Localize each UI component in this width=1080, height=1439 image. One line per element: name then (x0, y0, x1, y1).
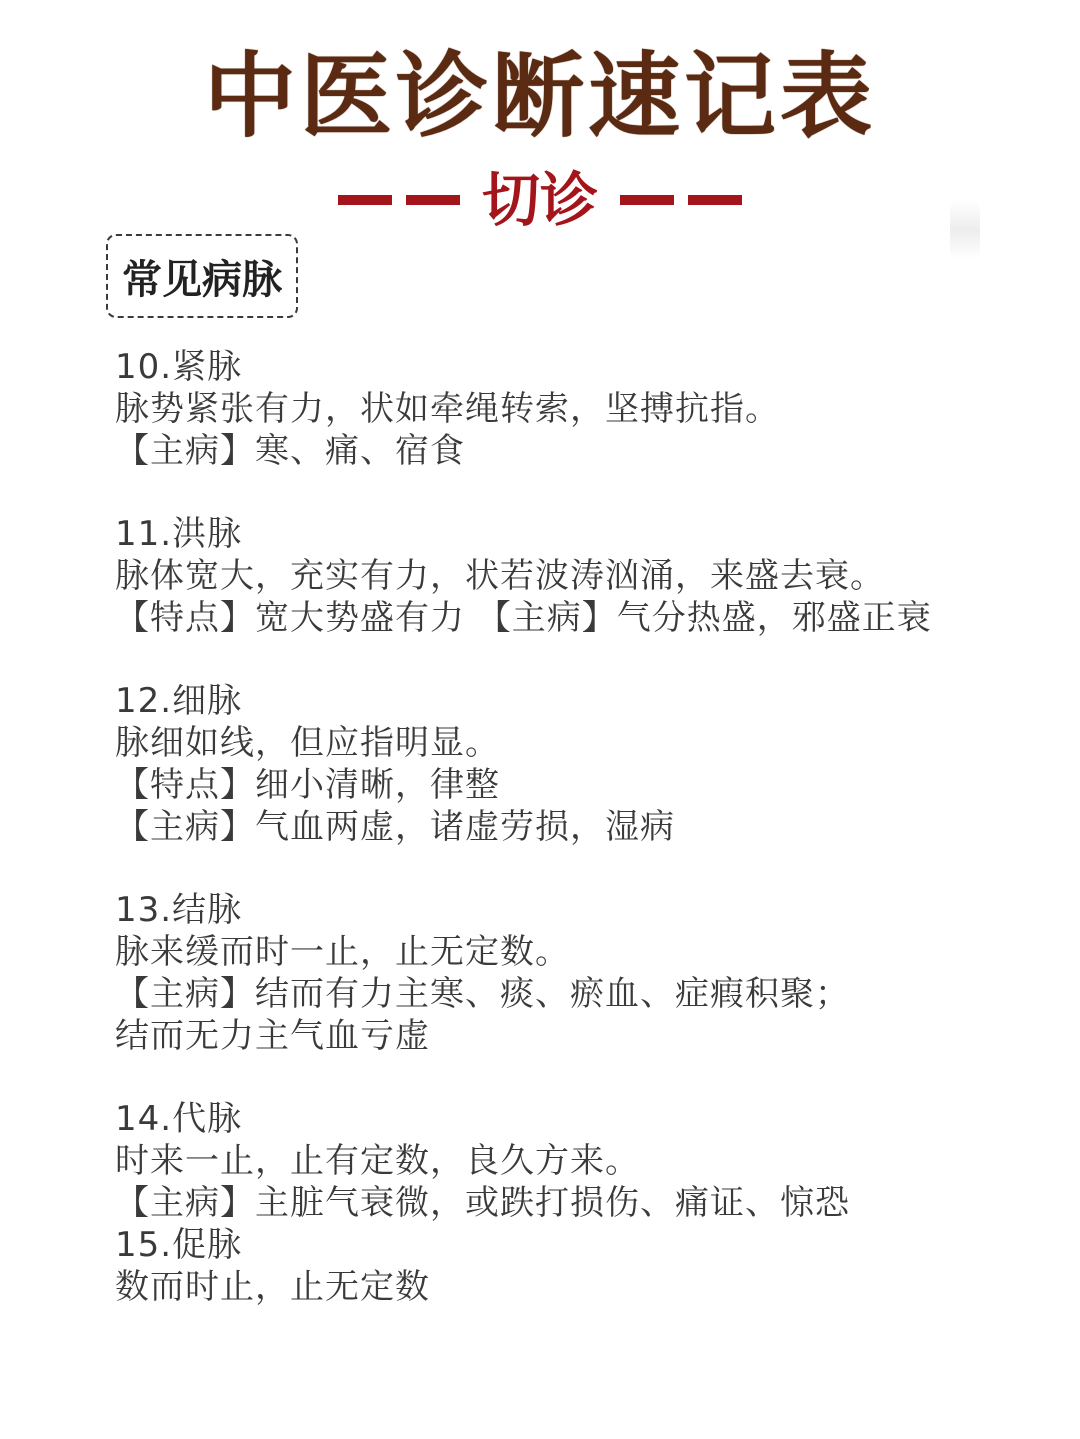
entry-heading: 13.结脉 (115, 890, 243, 930)
entry-heading: 14.代脉 (115, 1099, 243, 1139)
entry-line: 脉体宽大，充实有力，状若波涛汹涌，来盛去衰。 (115, 556, 885, 596)
section-label: 常见病脉 (122, 256, 282, 303)
glare-decoration (950, 200, 980, 260)
dash-decoration (620, 195, 674, 205)
entry-heading: 11.洪脉 (115, 514, 243, 554)
entry-line: 数而时止，止无定数 (115, 1267, 430, 1307)
dash-decoration (688, 195, 742, 205)
dash-decoration (406, 195, 460, 205)
entry-heading: 10.紧脉 (115, 347, 243, 387)
entry-heading: 15.促脉 (115, 1225, 243, 1265)
dash-decoration (338, 195, 392, 205)
entry-line: 【特点】细小清晰，律整 (115, 765, 500, 805)
entry-line: 【主病】寒、痛、宿食 (115, 431, 465, 471)
entry-line: 脉来缓而时一止，止无定数。 (115, 932, 570, 972)
entry-line: 时来一止，止有定数，良久方来。 (115, 1141, 640, 1181)
page-title: 中医诊断速记表 (203, 43, 876, 150)
entry-heading: 12.细脉 (115, 681, 243, 721)
entry-line: 结而无力主气血亏虚 (115, 1016, 430, 1056)
entry-gap (115, 848, 1035, 889)
entry-gap (115, 1057, 1035, 1098)
entry-line: 【主病】主脏气衰微，或跌打损伤、痛证、惊恐 (115, 1183, 850, 1223)
section-label-box (106, 234, 298, 318)
entry-gap (115, 472, 1035, 513)
entry-line: 【主病】气血两虚，诸虚劳损，湿病 (115, 807, 675, 847)
entry-gap (115, 639, 1035, 680)
entry-line: 脉势紧张有力，状如牵绳转索，坚搏抗指。 (115, 389, 780, 429)
subtitle-row (0, 160, 1080, 240)
entry-line: 【主病】结而有力主寒、痰、瘀血、症瘕积聚； (115, 974, 850, 1014)
entry-line: 脉细如线，但应指明显。 (115, 723, 500, 763)
pulse-list (115, 346, 1035, 1308)
entry-line: 【特点】宽大势盛有力 【主病】气分热盛，邪盛正衰 (115, 598, 932, 638)
subtitle: 切诊 (481, 166, 598, 234)
